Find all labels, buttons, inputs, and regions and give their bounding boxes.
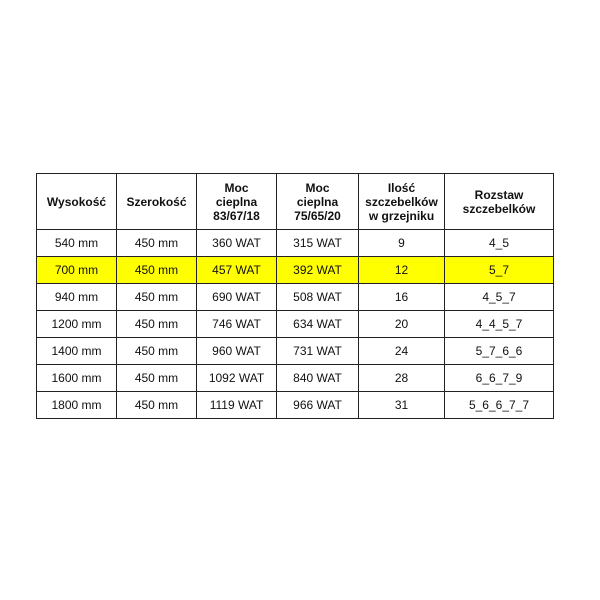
cell-heat-output-75-65-20: 392 WAT	[277, 257, 359, 284]
cell-width: 450 mm	[117, 338, 197, 365]
cell-rung-count: 20	[359, 311, 445, 338]
cell-heat-output-83-67-18: 960 WAT	[197, 338, 277, 365]
cell-rung-spacing: 4_5	[445, 230, 554, 257]
cell-width: 450 mm	[117, 365, 197, 392]
radiator-spec-table	[36, 173, 554, 419]
cell-heat-output-83-67-18: 746 WAT	[197, 311, 277, 338]
cell-rung-count: 9	[359, 230, 445, 257]
cell-height: 700 mm	[37, 257, 117, 284]
header-heat-output-83-67-18: Moc cieplna 83/67/18	[197, 174, 277, 230]
table-row	[37, 230, 554, 257]
header-height: Wysokość	[37, 174, 117, 230]
cell-height: 1600 mm	[37, 365, 117, 392]
cell-width: 450 mm	[117, 311, 197, 338]
header-width: Szerokość	[117, 174, 197, 230]
cell-rung-spacing: 5_7	[445, 257, 554, 284]
cell-rung-count: 16	[359, 284, 445, 311]
cell-width: 450 mm	[117, 230, 197, 257]
table-body	[37, 230, 554, 419]
cell-rung-spacing: 4_5_7	[445, 284, 554, 311]
cell-heat-output-75-65-20: 731 WAT	[277, 338, 359, 365]
table-row	[37, 257, 554, 284]
cell-height: 1800 mm	[37, 392, 117, 419]
cell-heat-output-83-67-18: 690 WAT	[197, 284, 277, 311]
cell-rung-count: 28	[359, 365, 445, 392]
table-row	[37, 311, 554, 338]
cell-heat-output-83-67-18: 457 WAT	[197, 257, 277, 284]
cell-rung-spacing: 5_7_6_6	[445, 338, 554, 365]
cell-height: 1400 mm	[37, 338, 117, 365]
cell-width: 450 mm	[117, 284, 197, 311]
table-row	[37, 338, 554, 365]
cell-height: 1200 mm	[37, 311, 117, 338]
cell-heat-output-83-67-18: 360 WAT	[197, 230, 277, 257]
cell-heat-output-75-65-20: 840 WAT	[277, 365, 359, 392]
cell-rung-spacing: 4_4_5_7	[445, 311, 554, 338]
cell-heat-output-83-67-18: 1092 WAT	[197, 365, 277, 392]
table-header-row	[37, 174, 554, 230]
cell-width: 450 mm	[117, 392, 197, 419]
header-rung-spacing: Rozstaw szczebelków	[445, 174, 554, 230]
cell-rung-spacing: 5_6_6_7_7	[445, 392, 554, 419]
cell-rung-count: 12	[359, 257, 445, 284]
cell-rung-spacing: 6_6_7_9	[445, 365, 554, 392]
cell-rung-count: 24	[359, 338, 445, 365]
cell-height: 540 mm	[37, 230, 117, 257]
table-row	[37, 284, 554, 311]
cell-width: 450 mm	[117, 257, 197, 284]
header-rung-count: Ilość szczebelków w grzejniku	[359, 174, 445, 230]
cell-heat-output-75-65-20: 966 WAT	[277, 392, 359, 419]
cell-heat-output-83-67-18: 1119 WAT	[197, 392, 277, 419]
cell-heat-output-75-65-20: 634 WAT	[277, 311, 359, 338]
table-row	[37, 365, 554, 392]
cell-rung-count: 31	[359, 392, 445, 419]
cell-heat-output-75-65-20: 315 WAT	[277, 230, 359, 257]
cell-heat-output-75-65-20: 508 WAT	[277, 284, 359, 311]
header-heat-output-75-65-20: Moc cieplna 75/65/20	[277, 174, 359, 230]
table-row	[37, 392, 554, 419]
cell-height: 940 mm	[37, 284, 117, 311]
